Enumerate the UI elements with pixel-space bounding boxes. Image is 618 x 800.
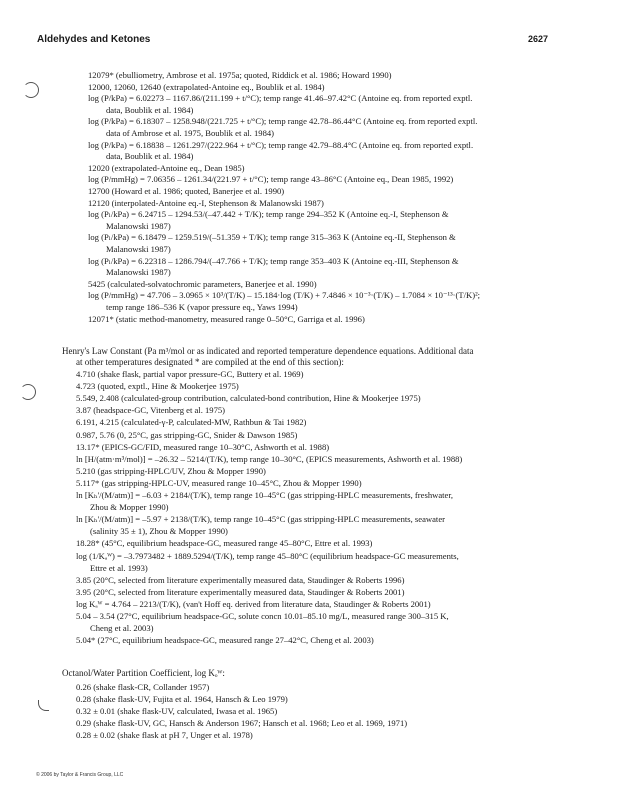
henrys-law-line: Ettre et al. 1993) (90, 562, 148, 573)
vapor-pressure-line: log (Pₗ/kPa) = 6.18479 – 1259.519/(–51.359 + T/K); temp range 315–363 K (Antoine eq.-II, Stephenson & (88, 232, 456, 243)
henrys-law-line: log Kₐᵂ = 4.764 – 2213/(T/K), (van't Hoff eq. derived from literature data, Staudinger & Roberts 2001) (76, 598, 431, 609)
henrys-law-line: 3.85 (20°C, selected from literature experimentally measured data, Staudinger & Roberts 1996) (76, 574, 405, 585)
henrys-law-line: ln [Kₕ'/(M/atm)] = –5.97 + 2138/(T/K), temp range 10–45°C (gas stripping-HPLC measurements, seawater (76, 514, 445, 525)
vapor-pressure-line: 12071* (static method-manometry, measured range 0–50°C, Garriga et al. 1996) (88, 313, 365, 324)
vapor-pressure-line: 12000, 12060, 12640 (extrapolated-Antoine eq., Boublik et al. 1984) (88, 81, 325, 92)
henrys-law-heading-cont: at other temperatures designated * are compiled at the end of this section): (76, 357, 344, 367)
henrys-law-line: log (1/Kₐᵂ) = –3.7973482 + 1889.5294/(T/K), temp range 45–80°C (equilibrium headspace-GC measurements, (76, 550, 459, 561)
vapor-pressure-line: log (P/kPa) = 6.18307 – 1258.948/(221.725 + t/°C); temp range 42.78–86.44°C (Antoine eq. from reported exptl. (88, 116, 478, 127)
binder-hole-mark (23, 82, 39, 98)
henrys-law-line: ln [H/(atm·m³/mol)] = –26.32 – 5214/(T/K), temp range 10–30°C, (EPICS measurements, Ashworth et al. 1988) (76, 453, 463, 464)
octanol-water-line: 0.28 ± 0.02 (shake flask at pH 7, Unger et al. 1978) (76, 730, 253, 740)
binder-hole-mark (20, 384, 36, 400)
vapor-pressure-line: log (P/kPa) = 6.18838 – 1261.297/(222.964 + t/°C); temp range 42.79–88.4°C (Antoine eq. from reported exptl. (88, 139, 474, 150)
henrys-law-line: 4.723 (quoted, exptl., Hine & Mookerjee 1975) (76, 381, 239, 392)
vapor-pressure-line: log (P/mmHg) = 7.06356 – 1261.34/(221.97 + t/°C); temp range 43–86°C (Antoine eq., Dean 1985, 1992) (88, 174, 454, 185)
henrys-law-heading: Henry's Law Constant (Pa m³/mol or as indicated and reported temperature dependence equations. Additional data (62, 346, 474, 356)
binder-hole-mark (38, 700, 49, 711)
henrys-law-line: 5.04* (27°C, equilibrium headspace-GC, measured range 27–42°C, Cheng et al. 2003) (76, 635, 374, 646)
vapor-pressure-line: data, Boublik et al. 1984) (106, 151, 194, 162)
henrys-law-line: ln [Kₕ'/(M/atm)] = –6.03 + 2184/(T/K), temp range 10–45°C (gas stripping-HPLC measurements, freshwater, (76, 490, 454, 500)
vapor-pressure-line: log (P/mmHg) = 47.706 – 3.0965 × 10³/(T/K) – 15.184·log (T/K) + 7.4846 × 10⁻³·(T/K) – 1.7084 × 10⁻¹³·(T/K)²; (88, 290, 481, 301)
henrys-law-line: (salinity 35 ± 1), Zhou & Mopper 1990) (90, 526, 228, 537)
vapor-pressure-line: Malanowski 1987) (106, 244, 171, 254)
vapor-pressure-line: temp range 186–536 K (vapor pressure eq., Yaws 1994) (106, 302, 298, 312)
vapor-pressure-line: data of Ambrose et al. 1975, Boublik et al. 1984) (106, 128, 275, 138)
henrys-law-line: 18.28* (45°C, equilibrium headspace-GC, measured range 45–80°C, Ettre et al. 1993) (76, 538, 373, 549)
vapor-pressure-line: 5425 (calculated-solvatochromic parameters, Banerjee et al. 1990) (88, 278, 317, 289)
vapor-pressure-line: data, Boublik et al. 1984) (106, 104, 194, 115)
vapor-pressure-line: log (P/kPa) = 6.02273 – 1167.86/(211.199 + t/°C); temp range 41.46–97.42°C (Antoine eq. from reported exptl. (88, 93, 473, 104)
vapor-pressure-line: 12120 (interpolated-Antoine eq.-I, Stephenson & Malanowski 1987) (88, 197, 324, 208)
henrys-law-line: 4.710 (shake flask, partial vapor pressure-GC, Buttery et al. 1969) (76, 369, 304, 379)
vapor-pressure-line: 12079* (ebulliometry, Ambrose et al. 1975a; quoted, Riddick et al. 1986; Howard 1990) (88, 70, 392, 80)
running-title: Aldehydes and Ketones (37, 34, 151, 45)
henrys-law-line: 13.17* (EPICS-GC/FID, measured range 10–30°C, Ashworth et al. 1988) (76, 441, 330, 452)
henrys-law-line: 0.987, 5.76 (0, 25°C, gas stripping-GC, Snider & Dawson 1985) (76, 429, 298, 440)
henrys-law-line: Zhou & Mopper 1990) (90, 502, 169, 513)
vapor-pressure-line: log (Pₗ/kPa) = 6.24715 – 1294.53/(–47.442 + T/K); temp range 294–352 K (Antoine eq.-I, Stephenson & (88, 209, 449, 220)
vapor-pressure-line: 12700 (Howard et al. 1986; quoted, Banerjee et al. 1990) (88, 186, 285, 196)
octanol-water-line: 0.28 (shake flask-UV, Fujita et al. 1964, Hansch & Leo 1979) (76, 694, 288, 704)
henrys-law-line: 6.191, 4.215 (calculated-γ-P, calculated-MW, Rathbun & Tai 1982) (76, 417, 307, 428)
henrys-law-line: 3.95 (20°C, selected from literature experimentally measured data, Staudinger & Roberts 2001) (76, 586, 405, 597)
octanol-water-heading: Octanol/Water Partition Coefficient, log Kₒᵂ: (62, 668, 225, 678)
henrys-law-line: 5.210 (gas stripping-HPLC/UV, Zhou & Mopper 1990) (76, 465, 266, 476)
vapor-pressure-line: Malanowski 1987) (106, 220, 171, 231)
vapor-pressure-line: Malanowski 1987) (106, 267, 171, 278)
henrys-law-line: 5.04 – 3.54 (27°C, equilibrium headspace-GC, solute concn 10.01–85.10 mg/L, measured range 300–315 K, (76, 611, 449, 621)
vapor-pressure-line: log (Pₗ/kPa) = 6.22318 – 1286.794/(–47.766 + T/K); temp range 353–403 K (Antoine eq.-III, Stephenson & (88, 255, 459, 266)
vapor-pressure-line: 12020 (extrapolated-Antoine eq., Dean 1985) (88, 162, 245, 173)
copyright-footer: © 2006 by Taylor & Francis Group, LLC (36, 772, 124, 778)
octanol-water-line: 0.26 (shake flask-CR, Collander 1957) (76, 682, 210, 692)
henrys-law-line: 3.87 (headspace-GC, Vitenberg et al. 1975) (76, 405, 226, 416)
page-number: 2627 (528, 34, 549, 44)
octanol-water-line: 0.29 (shake flask-UV, GC, Hansch & Anderson 1967; Hansch et al. 1968; Leo et al. 1969, 1971) (76, 718, 408, 728)
henrys-law-line: Cheng et al. 2003) (90, 623, 154, 634)
henrys-law-line: 5.117* (gas stripping-HPLC-UV, measured range 10–45°C, Zhou & Mopper 1990) (76, 477, 362, 488)
henrys-law-line: 5.549, 2.408 (calculated-group contribution, calculated-bond contribution, Hine & Mookerjee 1975) (76, 393, 421, 404)
octanol-water-line: 0.32 ± 0.01 (shake flask-UV, calculated, Iwasa et al. 1965) (76, 706, 278, 716)
